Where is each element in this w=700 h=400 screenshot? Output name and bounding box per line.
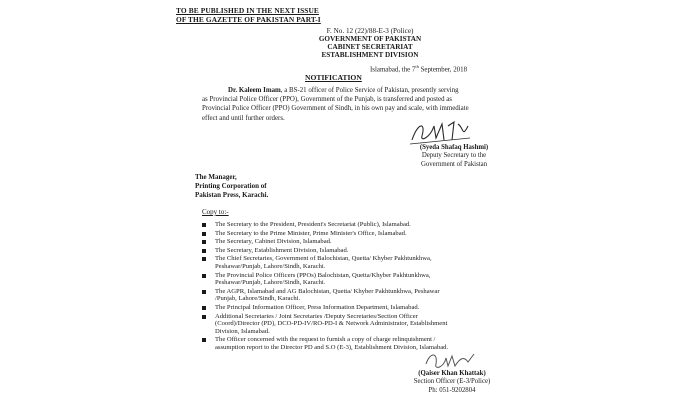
gazette-header-line-2: OF THE GAZETTE OF PAKISTAN PART-I [176,15,321,24]
notification-title: NOTIFICATION [305,73,362,82]
copy-to-item: The AGPR, Islamabad and AG Balochistan, Quetta/ Khyber Pakhtunkhwa, Peshawar /Punjab, Lahore/Sindh, Karachi. [202,288,534,303]
copy-to-item: Additional Secretaries / Joint Secretaries /Deputy Secretaries/Section Officer (Coord)/Director (PD), DCO-PD-IV/RO-PD-I & Network Administrator, Establishment Division, Islamabad. [202,313,534,336]
signature-2-scribble [422,350,482,372]
addressee-block: The Manager, Printing Corporation of Pakistan Press, Karachi. [195,173,269,199]
bullet-icon [202,240,206,244]
copy-to-label: Copy to:- [202,208,229,216]
officer-name: Dr. Kaleem Imam [228,87,281,94]
signature-1-scribble [408,118,478,146]
copy-to-item: The Secretary to the President, President's Secretariat (Public), Islamabad. [202,221,534,229]
bullet-icon [202,223,206,227]
copy-to-item: The Officer concerned with the request to furnish a copy of charge relinquishment / assumption report to the Director PD and S.O (E-3), Establishment Division, Islamabad. [202,336,534,351]
bullet-icon [202,274,206,278]
copy-to-item: The Secretary, Establishment Division, Islamabad. [202,247,534,255]
signatory-2-name: (Qaiser Khan Khattak) [418,370,486,377]
bullet-icon [202,315,206,319]
bullet-icon [202,306,206,310]
copy-to-item: The Principal Information Officer, Press Information Department, Islamabad. [202,304,534,312]
signatory-1-name: (Syeda Shafaq Hashmi) [419,144,489,151]
bullet-icon [202,249,206,253]
file-number: F. No. 12 (22)/88-E-3 (Police) [326,27,414,35]
gazette-header-line-1: TO BE PUBLISHED IN THE NEXT ISSUE [176,6,319,15]
secretariat-heading: CABINET SECRETARIAT [327,43,413,51]
notification-body: Dr. Kaleem Imam, a BS-21 officer of Police Service of Pakistan, presently serving as Provincial Police Officer (PPO), Government of the Punjab, is transferred and posted as Provincial Police Officer (PPO) Government of Sindh, in his own pay and scale, with immediate effect and until further orders. [202,87,469,122]
copy-to-list [202,221,534,352]
government-heading: GOVERNMENT OF PAKISTAN [318,35,422,43]
bullet-icon [202,232,206,236]
copy-to-item: The Secretary, Cabinet Division, Islamabad. [202,238,534,246]
signatory-1-title-2: Government of Pakistan [420,160,488,168]
signatory-2-title: Section Officer (E-3/Police) [413,378,491,386]
bullet-icon [202,338,206,342]
notification-document [160,0,540,400]
bullet-icon [202,257,206,261]
signatory-2-phone: Ph: 051-9202804 [428,386,476,394]
division-heading: ESTABLISHMENT DIVISION [321,51,419,59]
signatory-1-title-1: Deputy Secretary to the [421,152,487,160]
copy-to-item: The Chief Secretaries, Government of Balochistan, Quetta/ Khyber Pakhtunkhwa, Peshawar/Punjab, Lahore/Sindh, Karachi. [202,255,534,270]
copy-to-item: The Provincial Police Officers (PPOs) Balochistan, Quetta/Khyber Pakhtunkhwa, Peshawar/Punjab, Lahore/Sindh, Karachi. [202,272,534,287]
signatory-2-block [392,370,512,395]
date-line: Islamabad, the 7th September, 2018 [370,64,468,74]
signatory-1-block [388,144,520,169]
bullet-icon [202,290,206,294]
copy-to-item: The Secretary to the Prime Minister, Prime Minister's Office, Islamabad. [202,230,534,238]
